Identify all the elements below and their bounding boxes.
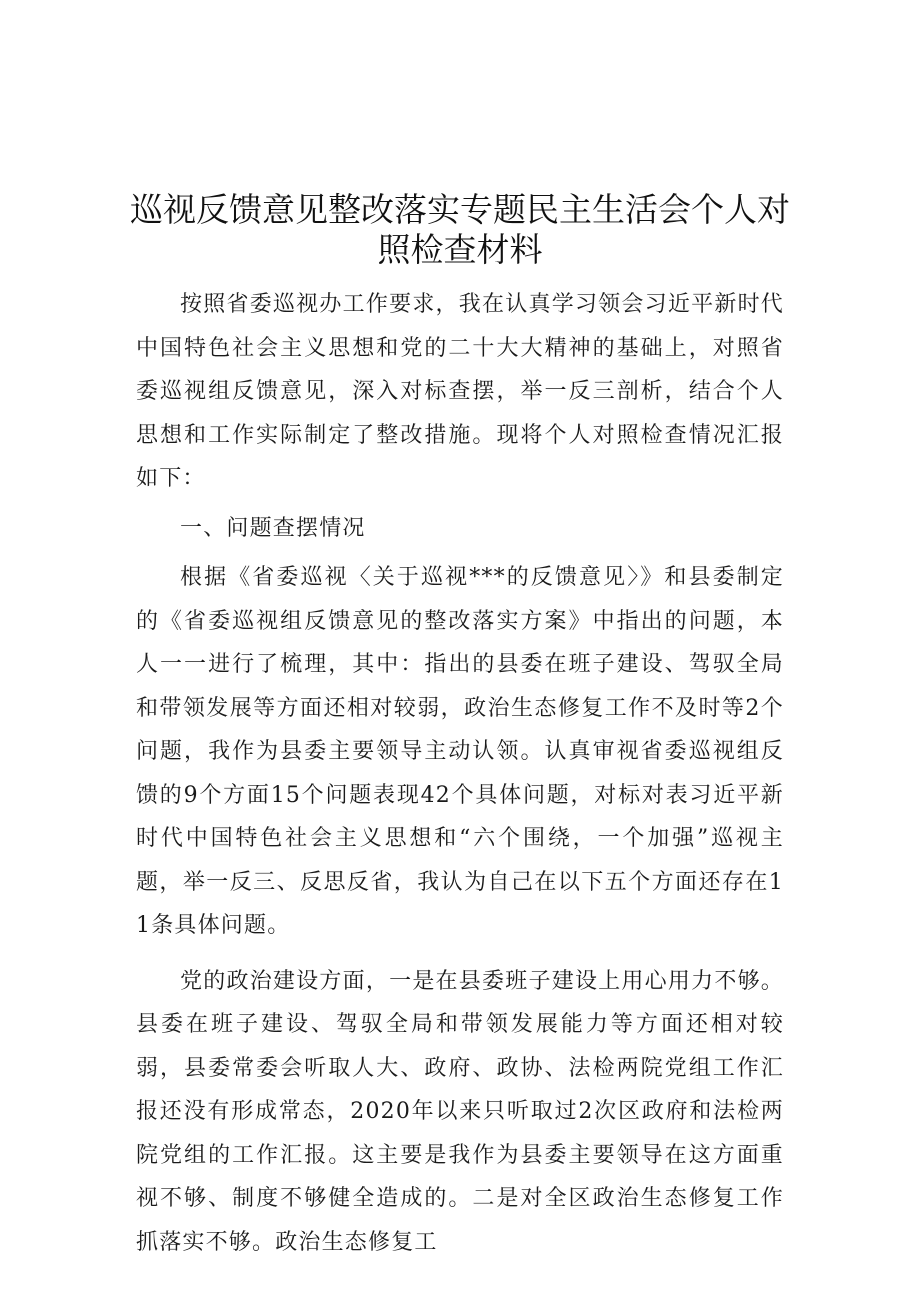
title-line-1: 巡视反馈意见整改落实专题民主生活会个人对 (130, 190, 790, 229)
document-body (136, 283, 784, 1264)
political-construction-paragraph: 党的政治建设方面，一是在县委班子建设上用心用力不够。县委在班子建设、驾驭全局和带领发展能力等方面还相对较弱，县委常委会听取人大、政府、政协、法检两院党组工作汇报还没有形成常态，2020年以来只听取过2次区政府和法检两院党组的工作汇报。这主要是我作为县委主要领导在这方面重视不够、制度不够健全造成的。二是对全区政治生态修复工作抓落实不够。政治生态修复工 (136, 968, 784, 1255)
intro-paragraph: 按照省委巡视办工作要求，我在认真学习领会习近平新时代中国特色社会主义思想和党的二十大大精神的基础上，对照省委巡视组反馈意见，深入对标查摆，举一反三剖析，结合个人思想和工作实际制定了整改措施。现将个人对照检查情况汇报如下： (136, 292, 784, 491)
document-title (120, 190, 800, 270)
problem-review-paragraph: 根据《省委巡视〈关于巡视***的反馈意见〉》和县委制定的《省委巡视组反馈意见的整改落实方案》中指出的问题，本人一一进行了梳理，其中：指出的县委在班子建设、驾驭全局和带领发展等方面还相对较弱，政治生态修复工作不及时等2个问题，我作为县委主要领导主动认领。认真审视省委巡视组反馈的9个方面15个问题表现42个具体问题，对标对表习近平新时代中国特色社会主义思想和“六个围绕，一个加强”巡视主题，举一反三、反思反省，我认为自己在以下五个方面还存在11条具体问题。 (136, 565, 784, 938)
title-line-2: 照检查材料 (377, 230, 543, 269)
section-heading: 一、问题查摆情况 (180, 515, 366, 541)
